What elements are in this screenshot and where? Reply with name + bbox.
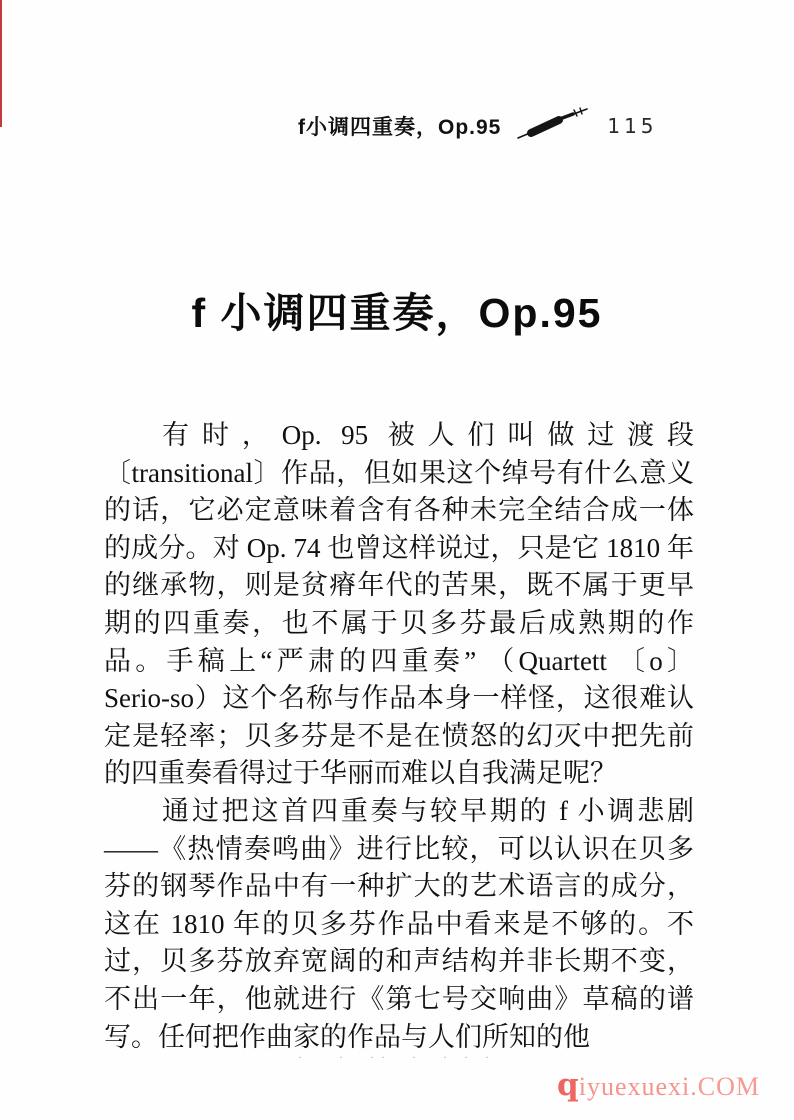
- watermark-text: iyuexuexi: [578, 1072, 691, 1101]
- paragraph-2: 通过把这首四重奏与较早期的 f 小调悲剧——《热情奏鸣曲》进行比较，可以认识在贝多芬的钢琴作品中有一种扩大的艺术语言的成分，这在 1810 年的贝多芬作品中看来是不够的。不过，贝多芬放弃宽阔的和声结构并非长期不变，不出一年，他就进行《第七号交响曲》草稿的谱写。任何把作曲家的作品与人们所知的他: [104, 795, 694, 1052]
- pen-flourish-icon: [515, 106, 591, 142]
- page-number: 115: [607, 114, 658, 138]
- paragraph-1: 有时，Op. 95 被人们叫做过渡段〔transitional〕作品，但如果这个绰号有什么意义的话，它必定意味着含有各种未完全结合成一体的成分。对 Op. 74 也曾这样说过，只是它 1810 年的继承物，则是贫瘠年代的苦果，既不属于更早期的四重奏，也不属于贝多芬最后成熟期的作品。手稿上“严肃的四重奏” （Quartett 〔o〕 Serio-so）这个名称与作品本身一样怪，这很难认定是轻率；贝多芬是不是在愤怒的幻灭中把先前的四重奏看得过于华丽而难以自我满足呢？: [104, 420, 694, 789]
- body-text: [104, 417, 694, 1056]
- running-header-title: f小调四重奏，Op.95: [298, 116, 502, 139]
- running-header: [298, 110, 658, 142]
- scan-edge-artifact: [0, 0, 2, 127]
- watermark-prefix: q: [557, 1067, 579, 1103]
- watermark: [557, 1068, 760, 1104]
- chapter-title: f 小调四重奏，Op.95: [191, 290, 603, 336]
- scan-noise-dots: · · ·· · · · ·: [298, 1050, 496, 1064]
- watermark-suffix: .COM: [690, 1072, 760, 1101]
